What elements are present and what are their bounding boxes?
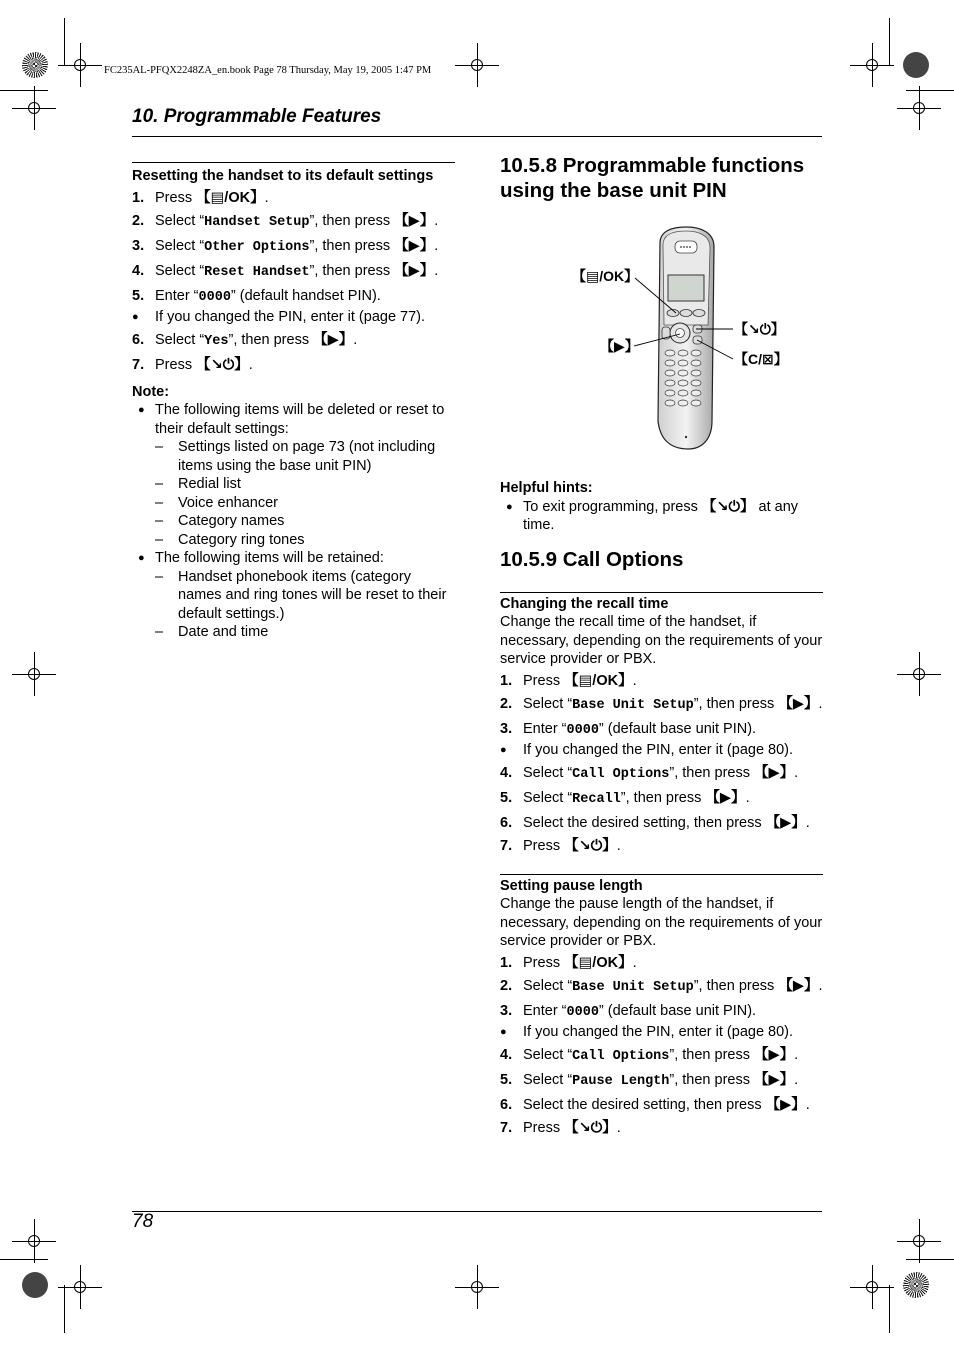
hint-bullet <box>500 498 823 535</box>
crop-mark <box>64 18 65 66</box>
step-number: 7. <box>500 1120 513 1136</box>
step-number: 4. <box>500 1047 513 1063</box>
step-number: 3. <box>500 721 513 737</box>
key-label: 【▶】 <box>394 238 435 254</box>
list-item <box>132 623 455 642</box>
registration-mark <box>26 666 42 682</box>
dash-marker: – <box>155 531 164 548</box>
registration-mark <box>864 1279 880 1295</box>
step-number: 4. <box>500 765 513 781</box>
crop-mark <box>906 1259 954 1260</box>
step-number: 1. <box>500 955 513 971</box>
dash-marker: – <box>155 439 164 455</box>
step-item <box>500 977 823 998</box>
step-text-end: . <box>818 696 823 712</box>
step-item <box>500 837 823 856</box>
crop-mark <box>889 18 890 66</box>
step-subnote-text: If you changed the PIN, enter it (page 77). <box>155 309 426 325</box>
key-label: 【▶】 <box>778 978 819 994</box>
note-title: Note: <box>132 383 170 400</box>
step-text-end: . <box>794 765 799 781</box>
step-number: 4. <box>132 263 145 279</box>
step-text-post: . <box>632 673 637 689</box>
step-number: 3. <box>500 1003 513 1019</box>
step-item <box>500 954 823 973</box>
step-text-pre: Select “ <box>523 978 573 994</box>
crop-mark <box>64 1285 65 1333</box>
step-text-pre: Press <box>523 673 565 689</box>
step-text-pre: Enter “ <box>155 288 199 304</box>
header-rule <box>132 136 822 137</box>
registration-mark <box>911 666 927 682</box>
step-text-post: ”, then press <box>693 696 779 712</box>
figure-label-clear-key: 【C/⊠】 <box>734 351 788 367</box>
list-item <box>132 438 455 475</box>
step-text-post: . <box>632 955 637 971</box>
step-text-pre: Select “ <box>523 790 573 806</box>
section-rule <box>500 592 823 593</box>
step-text-post: . <box>248 357 253 373</box>
step-subnote <box>132 308 455 327</box>
step-number: 2. <box>132 213 145 229</box>
key-label: 【▶】 <box>754 1047 795 1063</box>
menu-item-name: Yes <box>204 334 229 349</box>
step-item <box>132 237 455 258</box>
crop-mark <box>0 1259 48 1260</box>
step-item <box>132 331 455 352</box>
bullet-icon: ● <box>132 311 139 323</box>
step-text-post: ”, then press <box>669 765 755 781</box>
step-text-post: ” (default handset PIN). <box>230 288 381 304</box>
print-imprint: FC235AL-PFQX2248ZA_en.book Page 78 Thursday, May 19, 2005 1:47 PM <box>104 65 432 76</box>
step-number: 7. <box>500 838 513 854</box>
registration-mark <box>469 57 485 73</box>
key-label: 【▶】 <box>394 213 435 229</box>
step-text-end: . <box>745 790 750 806</box>
step-text-pre: Select the desired setting, then press <box>523 815 766 831</box>
step-item <box>500 1046 823 1067</box>
key-label: 【▶】 <box>394 263 435 279</box>
step-text-pre: Press <box>155 190 197 206</box>
step-text-end: . <box>434 213 439 229</box>
list-item-text: Date and time <box>178 624 269 640</box>
registration-mark <box>72 1279 88 1295</box>
key-label: 【▶】 <box>754 765 795 781</box>
pin-section-title: 10.5.8 Programmable functions using the base unit PIN <box>500 154 805 202</box>
step-text-pre: Enter “ <box>523 721 567 737</box>
list-item <box>132 568 455 624</box>
step-number: 5. <box>500 790 513 806</box>
step-text-pre: Select “ <box>155 213 205 229</box>
step-item <box>500 720 823 741</box>
step-text-end: . <box>434 238 439 254</box>
key-label: 【↘⏻】 <box>564 838 617 854</box>
note-retained-bullet <box>132 549 455 568</box>
step-text-post: . <box>805 815 810 831</box>
step-text-pre: Select “ <box>155 238 205 254</box>
step-item <box>500 764 823 785</box>
dash-marker: – <box>155 494 164 511</box>
registration-mark <box>26 1233 42 1249</box>
color-bar-bottom-left <box>22 1272 48 1298</box>
left-column <box>132 162 455 642</box>
step-number: 2. <box>500 978 513 994</box>
step-item <box>132 356 455 375</box>
menu-item-name: Handset Setup <box>204 215 310 230</box>
step-text-pre: Select “ <box>523 1072 573 1088</box>
step-text-pre: Press <box>155 357 197 373</box>
section-rule <box>132 162 455 163</box>
step-number: 1. <box>500 673 513 689</box>
step-text-post: ”, then press <box>669 1072 755 1088</box>
step-subnote-text: If you changed the PIN, enter it (page 80). <box>523 742 794 758</box>
bullet-icon: ● <box>506 500 513 513</box>
list-item-text: Category ring tones <box>178 531 305 548</box>
key-label: 【▶】 <box>705 790 746 806</box>
reset-steps <box>132 189 455 375</box>
call-options-title: 10.5.9 Call Options <box>500 547 684 571</box>
step-number: 3. <box>132 238 145 254</box>
step-text-post: ”, then press <box>669 1047 755 1063</box>
recall-intro: Change the recall time of the handset, if necessary, depending on the requirements of your service provider or PBX. <box>500 614 823 667</box>
menu-item-name: Other Options <box>204 240 310 255</box>
list-item <box>132 494 455 513</box>
step-item <box>500 1071 823 1092</box>
step-text-post: ”, then press <box>228 332 314 348</box>
step-text-end: . <box>434 263 439 279</box>
key-label: 【▶】 <box>754 1072 795 1088</box>
step-number: 6. <box>132 332 145 348</box>
step-number: 2. <box>500 696 513 712</box>
step-text-end: . <box>353 332 358 348</box>
list-item <box>132 475 455 494</box>
key-label: 【↘⏻】 <box>564 1120 617 1136</box>
step-number: 6. <box>500 1097 513 1113</box>
key-label: 【▶】 <box>765 815 806 831</box>
pause-intro: Change the pause length of the handset, if necessary, depending on the requirements of your service provider or PBX. <box>500 896 823 949</box>
key-label: 【▤/OK】 <box>564 955 633 971</box>
step-text-pre: Press <box>523 838 565 854</box>
step-number: 1. <box>132 190 145 206</box>
recall-steps <box>500 672 823 856</box>
step-text-post: . <box>264 190 269 206</box>
registration-mark <box>911 100 927 116</box>
step-text-pre: Select “ <box>155 332 205 348</box>
recall-heading: Changing the recall time <box>500 595 669 612</box>
registration-mark <box>26 100 42 116</box>
menu-item-name: Call Options <box>572 767 670 782</box>
step-subnote-text: If you changed the PIN, enter it (page 80). <box>523 1024 794 1040</box>
step-number: 7. <box>132 357 145 373</box>
reset-heading: Resetting the handset to its default settings <box>132 168 434 184</box>
menu-item-name: 0000 <box>566 1005 599 1020</box>
step-number: 6. <box>500 815 513 831</box>
dash-marker: – <box>155 513 164 529</box>
step-text-pre: Press <box>523 1120 565 1136</box>
hint-post: at any time. <box>523 498 799 533</box>
step-item <box>500 1096 823 1115</box>
step-text-post: ”, then press <box>693 978 779 994</box>
step-text-post: ”, then press <box>309 263 395 279</box>
key-label: 【▶】 <box>313 332 354 348</box>
note-retained-intro: The following items will be retained: <box>155 550 384 566</box>
step-number: 5. <box>500 1072 513 1088</box>
figure-label-menu-ok: 【▤/OK】 <box>572 268 639 284</box>
step-item <box>132 262 455 283</box>
crop-mark <box>889 1285 890 1333</box>
step-text-pre: Select “ <box>523 1047 573 1063</box>
list-item <box>132 531 455 550</box>
step-item <box>132 287 455 308</box>
list-item <box>132 512 455 531</box>
step-subnote <box>500 1023 823 1042</box>
step-text-post: . <box>805 1097 810 1113</box>
menu-item-name: 0000 <box>198 290 231 305</box>
registration-mark <box>72 57 88 73</box>
dash-marker: – <box>155 476 164 492</box>
deleted-items-list <box>132 438 455 549</box>
bullet-icon: ● <box>138 404 145 416</box>
bullet-icon: ● <box>500 1026 507 1038</box>
color-bar-top-right <box>903 52 929 78</box>
menu-item-name: 0000 <box>566 723 599 738</box>
hint-pre: To exit programming, press <box>523 498 702 515</box>
step-text-pre: Select “ <box>523 696 573 712</box>
dash-marker: – <box>155 624 164 640</box>
step-item <box>500 695 823 716</box>
step-item <box>132 189 455 208</box>
color-bar-top-left <box>22 52 48 78</box>
crop-mark <box>0 90 48 91</box>
page-number: 78 <box>132 1211 154 1232</box>
dash-marker: – <box>155 568 164 585</box>
pause-steps <box>500 954 823 1138</box>
chapter-title: 10. Programmable Features <box>132 106 382 127</box>
step-number: 5. <box>132 288 145 304</box>
list-item-text: Category names <box>178 513 285 529</box>
off-key: 【↘⏻】 <box>701 498 755 515</box>
step-text-post: ”, then press <box>309 213 395 229</box>
step-text-pre: Select “ <box>523 765 573 781</box>
bullet-icon: ● <box>138 552 145 564</box>
note-deleted-intro: The following items will be deleted or reset to their default settings: <box>155 402 445 437</box>
step-item <box>500 672 823 691</box>
step-text-post: ” (default base unit PIN). <box>598 721 757 737</box>
menu-item-name: Reset Handset <box>204 265 310 280</box>
step-text-pre: Select “ <box>155 263 205 279</box>
step-item <box>132 212 455 233</box>
step-item <box>500 814 823 833</box>
menu-item-name: Call Options <box>572 1049 670 1064</box>
step-text-post: ”, then press <box>620 790 706 806</box>
figure-label-right-key: 【▶】 <box>600 338 639 354</box>
menu-item-name: Pause Length <box>572 1074 670 1089</box>
step-text-post: . <box>616 838 621 854</box>
key-label: 【▶】 <box>765 1097 806 1113</box>
retained-items-list <box>132 568 455 642</box>
crop-mark <box>906 90 954 91</box>
menu-item-name: Base Unit Setup <box>572 980 694 995</box>
step-item <box>500 789 823 810</box>
key-label: 【▤/OK】 <box>196 190 265 206</box>
menu-item-name: Base Unit Setup <box>572 698 694 713</box>
color-bar-bottom-right <box>903 1272 929 1298</box>
list-item-text: Handset phonebook items (category names and ring tones will be reset to their default settings.) <box>178 568 447 622</box>
registration-mark <box>911 1233 927 1249</box>
pause-heading: Setting pause length <box>500 877 643 894</box>
step-text-post: ” (default base unit PIN). <box>598 1003 757 1019</box>
step-text-end: . <box>818 978 823 994</box>
list-item-text: Settings listed on page 73 (not including items using the base unit PIN) <box>178 439 436 474</box>
step-text-post: ”, then press <box>309 238 395 254</box>
step-text-pre: Enter “ <box>523 1003 567 1019</box>
section-rule <box>500 874 823 875</box>
bullet-icon: ● <box>500 744 507 756</box>
handset-figure <box>500 225 823 450</box>
registration-mark <box>864 57 880 73</box>
figure-label-off-key: 【↘⏻】 <box>734 321 785 337</box>
step-text-post: . <box>616 1120 621 1136</box>
key-label: 【▶】 <box>778 696 819 712</box>
list-item-text: Redial list <box>178 476 241 492</box>
menu-item-name: Recall <box>572 792 621 807</box>
step-subnote <box>500 741 823 760</box>
step-text-end: . <box>794 1072 799 1088</box>
note-deleted-bullet <box>132 401 455 438</box>
hints-title: Helpful hints: <box>500 480 593 496</box>
registration-mark <box>469 1279 485 1295</box>
step-item <box>500 1002 823 1023</box>
step-item <box>500 1119 823 1138</box>
right-column <box>500 153 823 1138</box>
step-text-pre: Press <box>523 955 565 971</box>
list-item-text: Voice enhancer <box>178 494 278 511</box>
step-text-pre: Select the desired setting, then press <box>523 1097 766 1113</box>
footer-rule <box>132 1211 822 1212</box>
step-text-end: . <box>794 1047 799 1063</box>
key-label: 【▤/OK】 <box>564 673 633 689</box>
key-label: 【↘⏻】 <box>196 357 249 373</box>
